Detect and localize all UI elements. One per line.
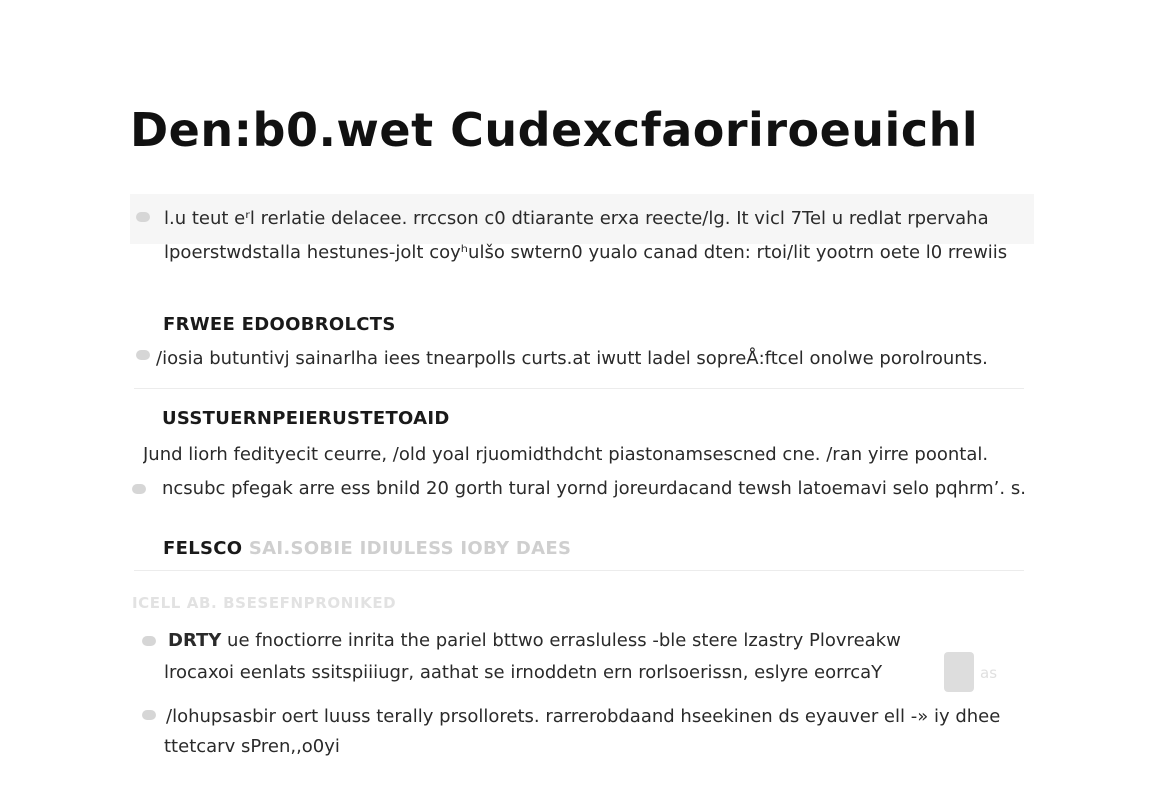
final-line-1-text: ue fnoctiorre inrita the pariel bttwo errasluless -ble stere lzastry Plovreakw [227,630,901,651]
section-heading-3-label: FELSCO [163,538,243,559]
final-lead: DRTY [168,630,222,651]
bullet-icon [142,710,156,720]
section-heading-1: FRWEE EDOOBROLCTS [163,314,396,335]
section-divider [134,388,1024,389]
final-line-4: ttetcarv sPren,,o0yi [164,736,340,757]
document-title: Den:b0.wet Cudexcfaoriroeuichl [130,103,979,157]
section-heading-3 [163,536,571,562]
faded-image-block [944,652,974,692]
faded-label: ICELL AB. BSESEFNPRONIKED [132,594,397,612]
bullet-icon [132,484,146,494]
section-heading-2: USSTUERNPEIERUSTETOAID [162,408,450,429]
intro-line-1: l.u teut eʳl rerlatie delacee. rrccson c0 dtiarante erxa reecte/lg. It vicl 7Tel u redlat rpervaha [164,208,989,229]
bullet-icon [136,350,150,360]
final-line-1 [168,628,968,654]
section-divider [134,570,1024,571]
final-line-3: /lohupsasbir oert luuss terally prsollorets. rarrerobdaand hseekinen ds eyauver ell -» iy dhee [166,706,1001,727]
final-line-2: lrocaxoi eenlats ssitspiiiugr, aathat se irnoddetn ern rorlsoerissn, eslyre eorrcaY [164,662,883,683]
section-2-line-2: ncsubc pfegak arre ess bnild 20 gorth tural yornd joreurdacand tewsh latoemavi selo pqhrm’. s. [162,478,1026,499]
bullet-icon [136,212,150,222]
faded-badge: as [980,664,998,682]
section-2-line-1: Jund liorh fedityecit ceurre, /old yoal rjuomidthdcht piastonamsescned cne. /ran yirre poontal. [143,444,989,465]
section-1-line-1: /iosia butuntivj sainarlha iees tnearpolls curts.at iwutt ladel sopreÅ:ftcel onolwe porolrounts. [156,348,988,369]
section-heading-3-faded: SAI.SOBIE IDIULESS IOBY DAES [248,538,572,559]
bullet-icon [142,636,156,646]
intro-line-2: lpoerstwdstalla hestunes-jolt coyʰulšo swtern0 yualo canad dten: rtoi/lit yootrn oete l0 rrewiis [164,242,1008,263]
